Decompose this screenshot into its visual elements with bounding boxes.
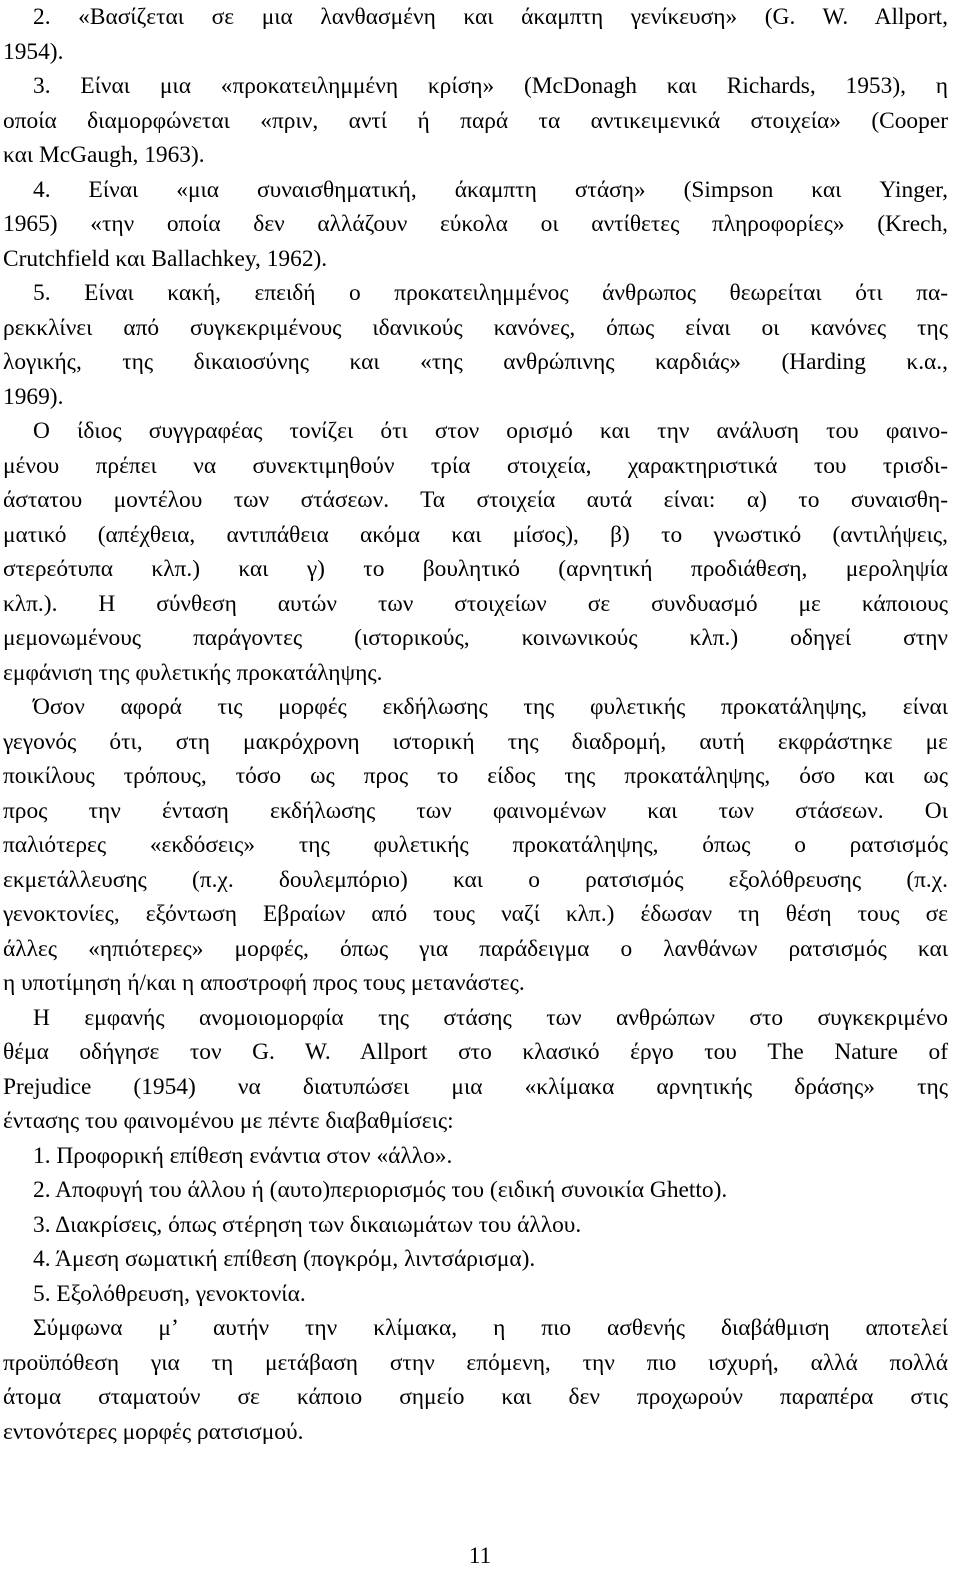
text-line: κλπ.). Η σύνθεση αυτών των στοιχείων σε συνδυασμό με κάποιους (3, 590, 948, 617)
text-line: 3. Είναι μια «προκατειλημμένη κρίση» (McDonagh και Richards, 1953), η (33, 73, 948, 99)
text-line: παλιότερες «εκδόσεις» της φυλετικής προκατάληψης, όπως ο ρατσισμός (3, 832, 948, 858)
text-line: 4. Είναι «μια συναισθηματική, άκαμπτη στάση» (Simpson και Yinger, (33, 176, 948, 203)
text-line: η υποτίμηση ή/και η αποστροφή προς τους μετανάστες. (3, 970, 525, 996)
text-line: 1. Προφορική επίθεση ενάντια στον «άλλο». (33, 1142, 453, 1169)
text-line: 1969). (3, 383, 64, 410)
text-line: προς την ένταση εκδήλωσης των φαινομένων και των στάσεων. Οι (3, 797, 948, 824)
text-line: ρεκκλίνει από συγκεκριμένους ιδανικούς κανόνες, όπως είναι οι κανόνες της (3, 314, 948, 341)
text-line: Ο ίδιος συγγραφέας τονίζει ότι στον ορισμό και την ανάλυση του φαινο- (33, 418, 948, 444)
text-line: 2. Αποφυγή του άλλου ή (αυτο)περιορισμός του (ειδική συνοικία Ghetto). (33, 1177, 728, 1203)
text-line: μένου πρέπει να συνεκτιμηθούν τρία στοιχεία, χαρακτηριστικά του τρισδι- (3, 452, 948, 479)
text-line: 5. Εξολόθρευση, γενοκτονία. (33, 1280, 306, 1307)
text-line: στερεότυπα κλπ.) και γ) το βουλητικό (αρνητική προδιάθεση, μεροληψία (3, 556, 948, 582)
text-line: 3. Διακρίσεις, όπως στέρηση των δικαιωμάτων του άλλου. (33, 1211, 582, 1238)
text-line: Prejudice (1954) να διατυπώσει μια «κλίμακα αρνητικής δράσης» της (3, 1073, 948, 1100)
text-line: προϋπόθεση για τη μετάβαση στην επόμενη, την πιο ισχυρή, αλλά πολλά (3, 1349, 948, 1376)
text-line: Η εμφανής ανομοιομορφία της στάσης των ανθρώπων στο συγκεκριμένο (33, 1004, 948, 1031)
text-line: Όσον αφορά τις μορφές εκδήλωσης της φυλετικής προκατάληψης, είναι (33, 694, 948, 720)
text-line: εμφάνιση της φυλετικής προκατάληψης. (3, 659, 383, 686)
text-line: γεγονός ότι, στη μακρόχρονη ιστορική της διαδρομή, αυτή εκφράστηκε με (3, 728, 948, 755)
text-line: γενοκτονίες, εξόντωση Εβραίων από τους ναζί κλπ.) έδωσαν τη θέση τους σε (3, 901, 948, 927)
document-body (3, 0, 948, 1449)
text-line: μεμονωμένους παράγοντες (ιστορικούς, κοινωνικούς κλπ.) οδηγεί στην (3, 625, 948, 651)
text-line: άλλες «ηπιότερες» μορφές, όπως για παράδειγμα ο λανθάνων ρατσισμός και (3, 935, 948, 962)
text-line: 1954). (3, 38, 64, 65)
text-line: άτομα σταματούν σε κάποιο σημείο και δεν προχωρούν παραπέρα στις (3, 1384, 948, 1410)
text-line: 4. Άμεση σωματική επίθεση (πογκρόμ, λιντσάρισμα). (33, 1246, 536, 1272)
text-line: ματικό (απέχθεια, αντιπάθεια ακόμα και μίσος), β) το γνωστικό (αντιλήψεις, (3, 521, 948, 548)
text-line: θέμα οδήγησε τον G. W. Allport στο κλασικό έργο του The Nature of (3, 1039, 948, 1065)
text-line: Crutchfield και Ballachkey, 1962). (3, 245, 328, 272)
text-line: ποικίλους τρόπους, τόσο ως προς το είδος της προκατάληψης, όσο και ως (3, 763, 948, 789)
text-line: οποία διαμορφώνεται «πριν, αντί ή παρά τα αντικειμενικά στοιχεία» (Cooper (3, 107, 948, 134)
text-line: 2. «Βασίζεται σε μια λανθασμένη και άκαμπτη γενίκευση» (G. W. Allport, (33, 4, 948, 30)
page-number: 11 (468, 1543, 492, 1568)
text-line: εκμετάλλευσης (π.χ. δουλεμπόριο) και ο ρατσισμός εξολόθρευσης (π.χ. (3, 866, 948, 893)
text-line: άστατου μοντέλου των στάσεων. Τα στοιχεία αυτά είναι: α) το συναισθη- (3, 487, 948, 513)
text-line: 1965) «την οποία δεν αλλάζουν εύκολα οι αντίθετες πληροφορίες» (Krech, (3, 211, 948, 237)
text-line: λογικής, της δικαιοσύνης και «της ανθρώπινης καρδιάς» (Harding κ.α., (3, 349, 948, 375)
text-line: 5. Είναι κακή, επειδή ο προκατειλημμένος άνθρωπος θεωρείται ότι πα- (33, 280, 948, 306)
text-line: εντονότερες μορφές ρατσισμού. (3, 1418, 304, 1445)
text-line: έντασης του φαινομένου με πέντε διαβαθμίσεις: (3, 1108, 454, 1134)
text-line: Σύμφωνα μ’ αυτήν την κλίμακα, η πιο ασθενής διαβάθμιση αποτελεί (33, 1315, 948, 1341)
text-line: και McGaugh, 1963). (3, 142, 205, 168)
